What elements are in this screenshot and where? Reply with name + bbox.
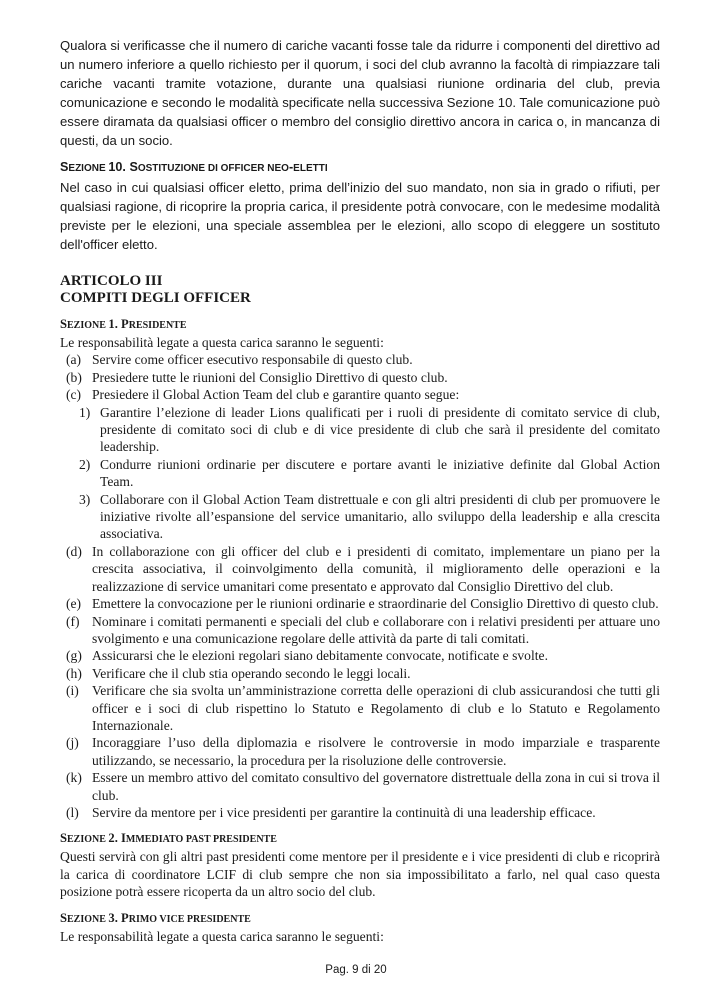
section-10-text: Nel caso in cui qualsiasi officer eletto, prima dell’inizio del suo mandato, non sia in grado o rifiuti, per qualsiasi ragione, di ricoprire la propria carica, il presidente potrà convocare, con le medesime modalità previste per le elezioni, una speciale assemblea per le elezioni, allo scopo di eleggere un sostituto dell'officer eletto. bbox=[60, 180, 660, 252]
article-heading bbox=[60, 273, 660, 307]
section-1-heading: SEZIONE 1. PRESIDENTE bbox=[60, 317, 187, 331]
list-item-g: (g) Assicurarsi che le elezioni regolari siano debitamente convocate, notificate e svolte. bbox=[66, 648, 548, 664]
list-item-e: (e) Emettere la convocazione per le riunioni ordinarie e straordinarie del Consiglio Direttivo di questo club. bbox=[66, 596, 659, 612]
sub-item-3: 3) Collaborare con il Global Action Team distrettuale e con gli altri presidenti di club per promuovere le iniziative rivolte all’espansione del service umanitario, allo sviluppo della leadership e alla crescita associativa. bbox=[79, 491, 660, 542]
intro-paragraph: Qualora si verificasse che il numero di cariche vacanti fosse tale da ridurre i componenti del direttivo ad un numero inferiore a quello richiesto per il quorum, i soci del club avranno la facoltà di rimpiazzare tali cariche vacanti tramite votazione, durante una qualsiasi riunione ordinaria del club, previa comunicazione e secondo le modalità specificate nella successiva Sezione 10. Tale comunicazione può essere diramata da qualsiasi officer o membro del consiglio direttivo ancora in carica o, in mancanza di questi, da un socio. bbox=[60, 38, 660, 148]
list-item-j: (j) Incoraggiare l’uso della diplomazia e risolvere le controversie in modo imparziale e trasparente utilizzando, se necessario, la procedura per la risoluzione delle controversie. bbox=[66, 735, 660, 768]
section-1-intro: Le responsabilità legate a questa carica saranno le seguenti: bbox=[60, 335, 384, 350]
list-item-a: (a) Servire come officer esecutivo responsabile di questo club. bbox=[66, 352, 413, 368]
sub-item-2: 2) Condurre riunioni ordinarie per discutere e portare avanti le iniziative definite dal Global Action Team. bbox=[79, 456, 660, 490]
section-3-heading: SEZIONE 3. PRIMO VICE PRESIDENTE bbox=[60, 910, 251, 925]
section-10-heading: SEZIONE 10. SOSTITUZIONE DI OFFICER NEO-ELETTI bbox=[60, 160, 328, 174]
list-item-k: (k) Essere un membro attivo del comitato consultivo del governatore distrettuale della zona in cui si trova il club. bbox=[66, 770, 660, 803]
page-number-footer: Pag. 9 di 20 bbox=[325, 964, 387, 976]
list-item-c-subitems bbox=[60, 404, 660, 543]
section-2-text: Questi servirà con gli altri past presidenti come mentore per il presidente e i vice presidenti di club e ricoprirà la carica di coordinatore LCIF di club sempre che non sia impossibilitato a farlo, nel qual caso questa posizione potrà essere ricoperta da un altro socio del club. bbox=[60, 849, 660, 900]
sub-item-1: 1) Garantire l’elezione di leader Lions qualificati per i ruoli di presidente di comitato service di club, presidente di comitato soci di club e di vice presidente di club che sarà il presidente del comitato leadership. bbox=[79, 404, 660, 455]
list-item-h: (h) Verificare che il club stia operando secondo le leggi locali. bbox=[66, 665, 411, 681]
list-item-i: (i) Verificare che sia svolta un’amministrazione corretta delle operazioni di club assicurandosi che tutti gli officer e i soci di club rispettino lo Statuto e Regolamento di club e lo Statuto e Regolamento Internazionale. bbox=[66, 683, 660, 733]
article-title: COMPITI DEGLI OFFICER bbox=[60, 290, 251, 306]
list-item-l: (l) Servire da mentore per i vice presidenti per garantire la continuità di una leadership efficace. bbox=[66, 804, 596, 820]
list-item-b: (b) Presiedere tutte le riunioni del Consiglio Direttivo di questo club. bbox=[66, 369, 448, 385]
section-1-list bbox=[60, 351, 660, 821]
list-item-c-text: Presiedere il Global Action Team del club e garantire quanto segue: bbox=[92, 387, 460, 403]
article-number: ARTICOLO III bbox=[60, 273, 163, 289]
list-item-c: (c) Presiedere il Global Action Team del club e garantire quanto segue: bbox=[60, 386, 660, 403]
list-item-f: (f) Nominare i comitati permanenti e speciali del club e collaborare con i relativi presidenti per attuare uno svolgimento e una comunicazione regolare delle attività da parte di tali comitati. bbox=[66, 613, 660, 646]
section-3-intro: Le responsabilità legate a questa carica saranno le seguenti: bbox=[60, 928, 384, 944]
list-item-d: (d) In collaborazione con gli officer del club e i presidenti di comitato, implementare un piano per la crescita associativa, il coinvolgimento della comunità, il miglioramento delle operazioni e la realizzazione di service umanitari come presentato e approvato dal Consiglio Direttivo del club. bbox=[66, 543, 660, 594]
section-2-heading: SEZIONE 2. IMMEDIATO PAST PRESIDENTE bbox=[60, 831, 277, 846]
